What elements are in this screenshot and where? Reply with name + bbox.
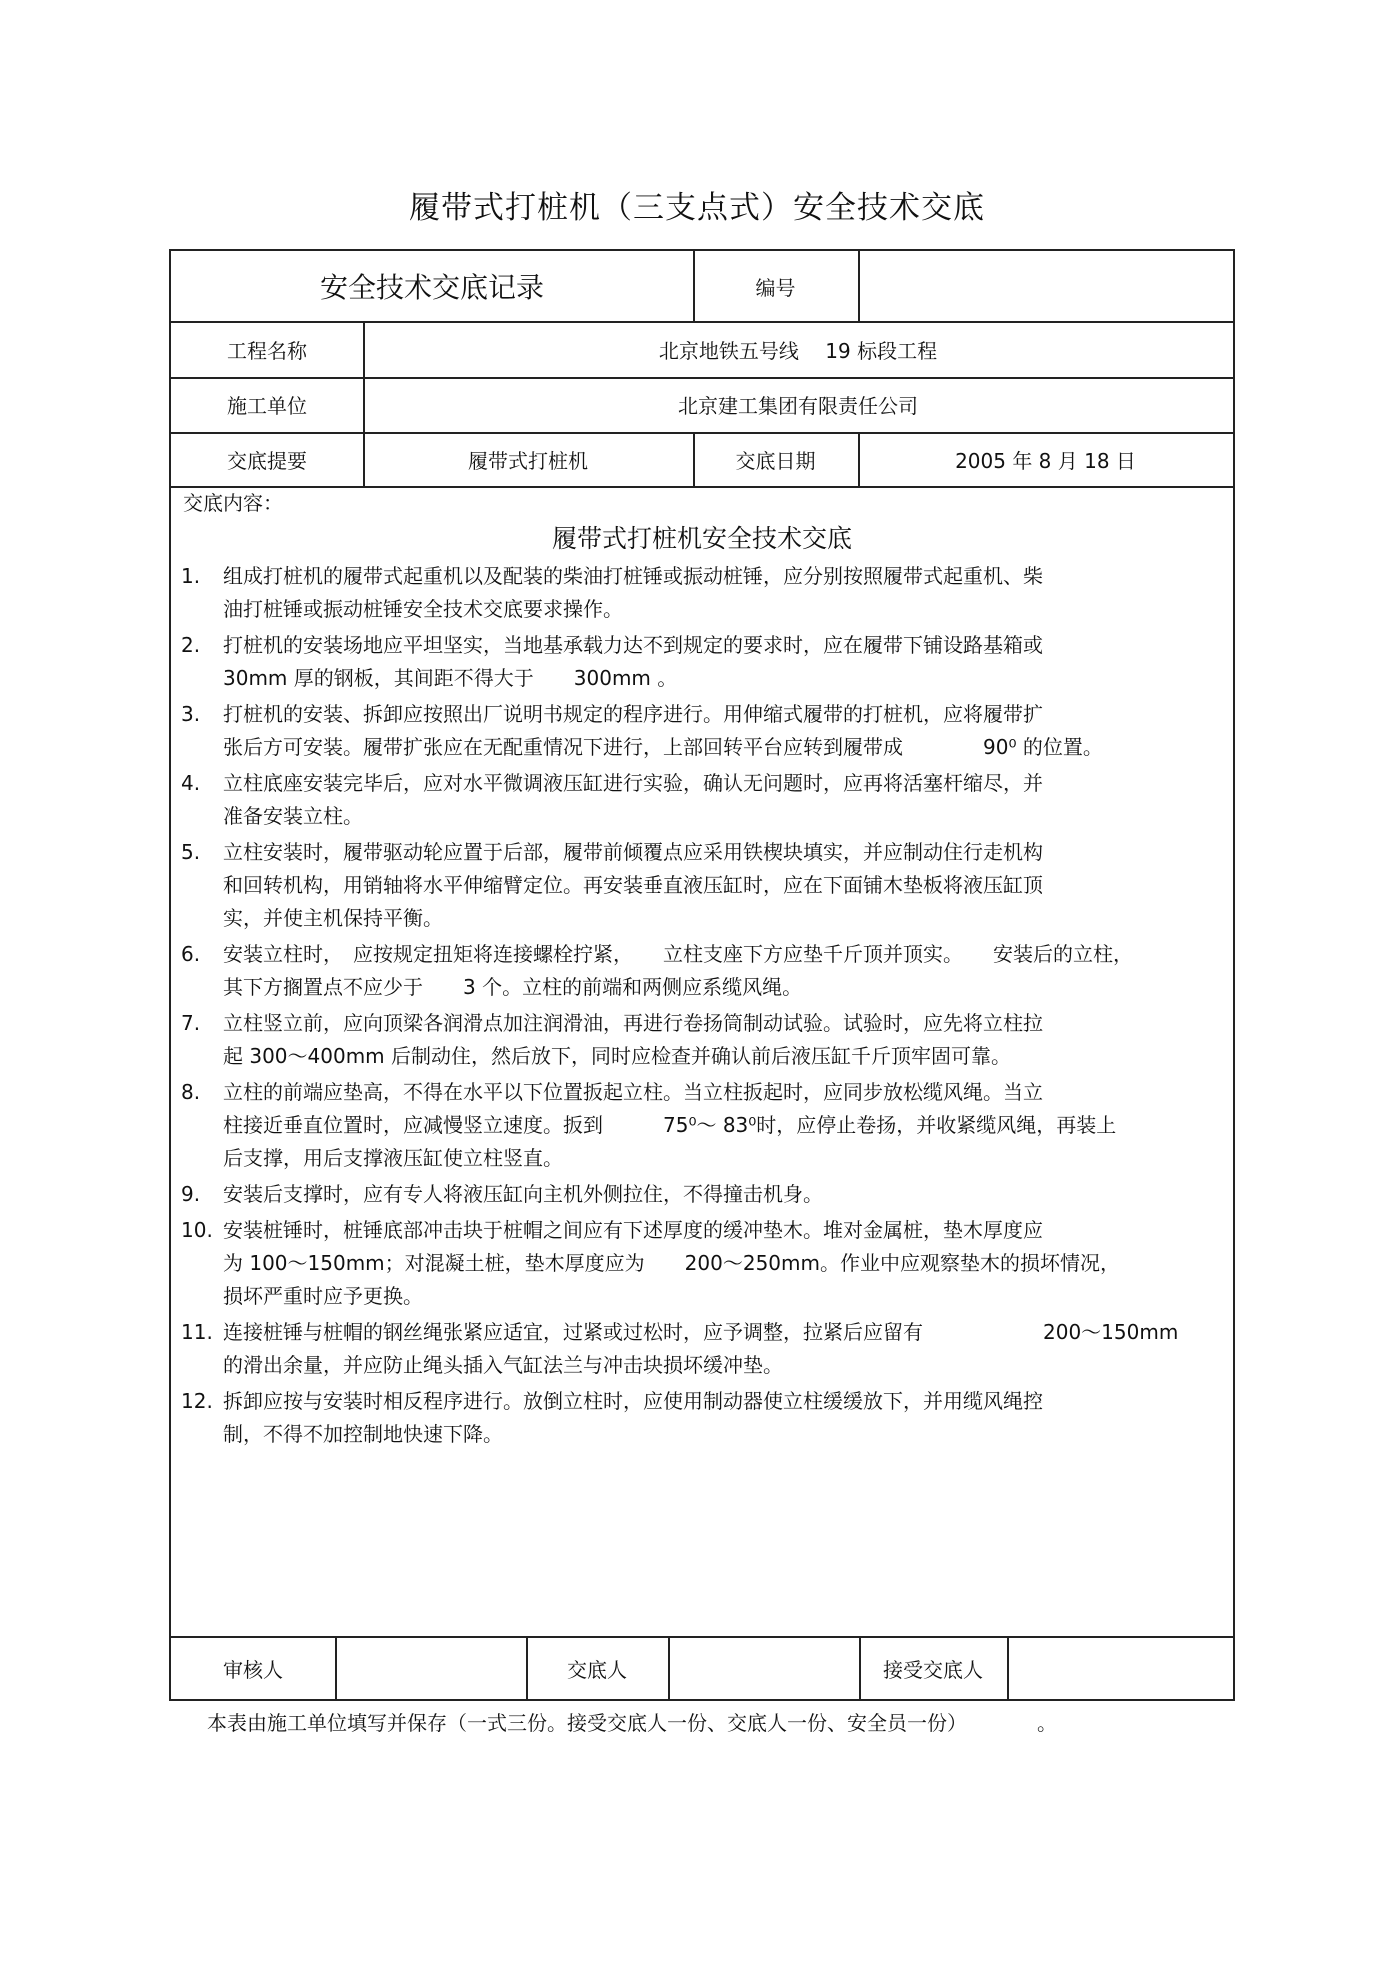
number-label: 编号 <box>755 275 796 300</box>
reviewer-signature <box>335 1636 526 1701</box>
item-number: 3. <box>181 702 201 726</box>
item-text: 安装后支撑时，应有专人将液压缸向主机外侧拉住，不得撞击机身。 <box>223 1182 823 1206</box>
item-number: 10. <box>181 1218 213 1242</box>
project-value: 北京地铁五号线 19 标段工程 <box>658 338 938 363</box>
content-title: 履带式打桩机安全技术交底 <box>551 524 852 553</box>
item-number: 9. <box>181 1182 201 1206</box>
item-number: 4. <box>181 771 201 795</box>
number-value <box>858 251 1233 321</box>
item-number: 6. <box>181 942 201 966</box>
item-number: 1. <box>181 564 201 588</box>
discloser-signature <box>668 1636 859 1701</box>
list-item <box>181 1007 1221 1073</box>
content-label: 交底内容： <box>183 491 283 515</box>
item-number: 5. <box>181 840 201 864</box>
item-text: 立柱竖立前，应向顶梁各润滑点加注润滑油，再进行卷扬筒制动试验。试验时，应先将立柱拉 起 300～400mm 后制动住，然后放下，同时应检查并确认前后液压缸千斤顶牢固可靠。 <box>223 1011 1043 1068</box>
list-item <box>181 767 1221 833</box>
item-number: 7. <box>181 1011 201 1035</box>
list-item <box>181 1385 1221 1451</box>
list-item <box>181 1214 1221 1313</box>
summary-value: 履带式打桩机 <box>468 448 588 473</box>
item-text: 安装桩锤时，桩锤底部冲击块于桩帽之间应有下述厚度的缓冲垫木。堆对金属桩，垫木厚度应 为 100～150mm；对混凝土桩，垫木厚度应为 200～250mm。作业中应观察垫木的损坏情况， 损坏严重时应予更换。 <box>223 1218 1120 1308</box>
list-item <box>181 698 1221 764</box>
reviewer-label: 审核人 <box>223 1658 283 1682</box>
item-text: 安装立柱时， 应按规定扭矩将连接螺栓拧紧， 立柱支座下方应垫千斤顶并顶实。 安装后的立柱， 其下方搁置点不应少于 3 个。立柱的前端和两侧应系缆风绳。 <box>223 942 1133 999</box>
item-number: 11. <box>181 1320 213 1344</box>
list-item <box>181 560 1221 626</box>
item-text: 连接桩锤与桩帽的钢丝绳张紧应适宜，过紧或过松时，应予调整，拉紧后应留有 200～150mm 的滑出余量，并应防止绳头插入气缸法兰与冲击块损坏缓冲垫。 <box>223 1320 1179 1377</box>
item-text: 打桩机的安装场地应平坦坚实，当地基承载力达不到规定的要求时，应在履带下铺设路基箱或 30mm 厚的钢板，其间距不得大于 300mm 。 <box>223 633 1043 690</box>
list-item <box>181 1316 1221 1382</box>
list-item <box>181 1076 1221 1175</box>
list-item <box>181 1178 1221 1211</box>
item-text: 拆卸应按与安装时相反程序进行。放倒立柱时，应使用制动器使立柱缓缓放下，并用缆风绳控 制，不得不加控制地快速下降。 <box>223 1389 1043 1446</box>
item-text: 组成打桩机的履带式起重机以及配装的柴油打桩锤或振动桩锤，应分别按照履带式起重机、柴 油打桩锤或振动桩锤安全技术交底要求操作。 <box>223 564 1043 621</box>
receiver-label: 接受交底人 <box>883 1658 983 1682</box>
record-title: 安全技术交底记录 <box>319 271 544 304</box>
unit-label: 施工单位 <box>227 394 307 418</box>
summary-label: 交底提要 <box>227 448 307 473</box>
list-item <box>181 938 1221 1004</box>
project-label: 工程名称 <box>227 338 307 363</box>
item-text: 打桩机的安装、拆卸应按照出厂说明书规定的程序进行。用伸缩式履带的打桩机，应将履带扩 张后方可安装。履带扩张应在无配重情况下进行，上部回转平台应转到履带成 90⁰ 的位置。 <box>223 702 1103 759</box>
list-item <box>181 836 1221 935</box>
footnote: 本表由施工单位填写并保存（一式三份。接受交底人一份、交底人一份、安全员一份） 。 <box>207 1711 1057 1735</box>
unit-value: 北京建工集团有限责任公司 <box>678 394 918 418</box>
item-text: 立柱的前端应垫高，不得在水平以下位置扳起立柱。当立柱扳起时，应同步放松缆风绳。当立 柱接近垂直位置时，应减慢竖立速度。扳到 75⁰～ 83⁰时，应停止卷扬，并收紧缆风绳，再装上 后支撑，用后支撑液压缸使立柱竖直。 <box>223 1080 1117 1170</box>
item-number: 8. <box>181 1080 201 1104</box>
item-text: 立柱底座安装完毕后，应对水平微调液压缸进行实验，确认无问题时，应再将活塞杆缩尽，并 准备安装立柱。 <box>223 771 1043 828</box>
receiver-signature <box>1007 1636 1233 1701</box>
item-text: 立柱安装时，履带驱动轮应置于后部，履带前倾覆点应采用铁楔块填实，并应制动住行走机构 和回转机构，用销轴将水平伸缩臂定位。再安装垂直液压缸时，应在下面铺木垫板将液压缸顶 实，并使主机保持平衡。 <box>223 840 1043 930</box>
list-item <box>181 629 1221 695</box>
item-number: 2. <box>181 633 201 657</box>
safety-items-list <box>181 560 1221 1454</box>
item-number: 12. <box>181 1389 213 1413</box>
discloser-label: 交底人 <box>567 1658 627 1682</box>
date-label: 交底日期 <box>735 448 816 473</box>
document-title: 履带式打桩机（三支点式）安全技术交底 <box>409 190 985 226</box>
disclosure-record-table <box>169 249 1235 1701</box>
date-value: 2005 年 8 月 18 日 <box>955 448 1136 473</box>
row-divider <box>171 486 1233 488</box>
